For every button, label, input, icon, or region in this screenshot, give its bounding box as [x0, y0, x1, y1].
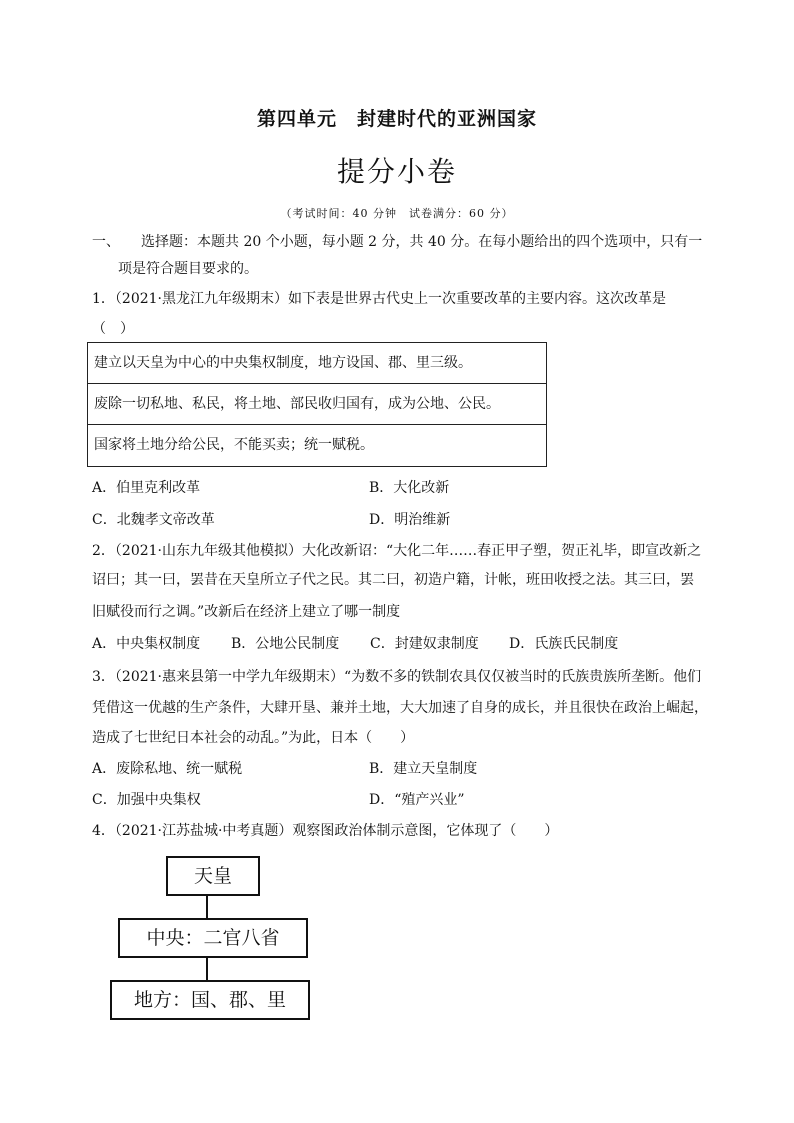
q2-option-a[interactable]: A．中央集权制度 [92, 636, 201, 652]
q3-option-d[interactable]: D．“殖产兴业” [369, 792, 465, 808]
q1-stem-line-1: 1．（2021·黑龙江九年级期末）如下表是世界古代史上一次重要改革的主要内容。这次改革是 [92, 291, 666, 307]
connector-line [206, 956, 208, 980]
exam-info: （考试时间：40 分钟 试卷满分：60 分） [280, 207, 514, 220]
q2-option-c[interactable]: C．封建奴隶制度 [370, 636, 479, 652]
q3-option-b[interactable]: B．建立天皇制度 [369, 761, 478, 777]
section-instruction-line-2: 项是符合题目要求的。 [118, 261, 258, 277]
q1-option-a[interactable]: A．伯里克利改革 [92, 480, 201, 496]
unit-title: 第四单元 封建时代的亚洲国家 [256, 108, 537, 130]
table-row: 国家将土地分给公民，不能买卖；统一赋税。 [94, 437, 374, 453]
q3-option-c[interactable]: C．加强中央集权 [92, 792, 201, 808]
diagram-box-central: 中央：二官八省 [118, 918, 308, 958]
q3-stem-line-2: 凭借这一优越的生产条件，大肆开垦、兼并土地，大大加速了自身的成长，并且很快在政治上崛起， [92, 700, 708, 716]
q2-stem-line-1: 2．（2021·山东九年级其他模拟）大化改新诏：“大化二年……春正甲子塑，贺正礼毕，即宣改新之 [92, 543, 702, 559]
q2-option-b[interactable]: B．公地公民制度 [231, 636, 340, 652]
connector-line [206, 894, 208, 918]
page-title: 提分小卷 [336, 155, 457, 188]
diagram-box-emperor: 天皇 [166, 856, 260, 896]
section-instruction-line-1: 一、 选择题：本题共 20 个小题，每小题 2 分，共 40 分。在每小题给出的四个选项中，只有一 [92, 234, 703, 250]
political-system-diagram [110, 850, 320, 1025]
q1-option-c[interactable]: C．北魏孝文帝改革 [92, 512, 215, 528]
q1-option-b[interactable]: B．大化改新 [369, 480, 450, 496]
q1-reform-table [87, 342, 547, 467]
q4-stem: 4．（2021·江苏盐城·中考真题）观察图政治体制示意图，它体现了（ ） [92, 823, 559, 839]
q3-stem-line-1: 3．（2021·惠来县第一中学九年级期末）“为数不多的铁制农具仅仅被当时的氏族贵族所垄断。他们 [92, 669, 702, 685]
q3-option-a[interactable]: A．废除私地、统一赋税 [92, 761, 243, 777]
table-row: 废除一切私地、私民，将土地、部民收归国有，成为公地、公民。 [88, 384, 546, 425]
q2-stem-line-3: 旧赋役而行之调。”改新后在经济上建立了哪一制度 [92, 604, 401, 620]
q1-option-d[interactable]: D．明治维新 [369, 512, 451, 528]
q2-option-d[interactable]: D．氏族氏民制度 [509, 636, 619, 652]
table-row: 建立以天皇为中心的中央集权制度，地方设国、郡、里三级。 [88, 343, 546, 384]
q3-stem-line-3: 造成了七世纪日本社会的动乱。”为此，日本（ ） [92, 730, 415, 746]
q1-stem-line-2: （ ） [92, 321, 134, 337]
diagram-box-local: 地方：国、郡、里 [110, 980, 310, 1020]
q2-stem-line-2: 诏曰；其一曰，罢昔在天皇所立子代之民。其二曰，初造户籍，计帐，班田收授之法。其三曰，罢 [92, 572, 694, 588]
